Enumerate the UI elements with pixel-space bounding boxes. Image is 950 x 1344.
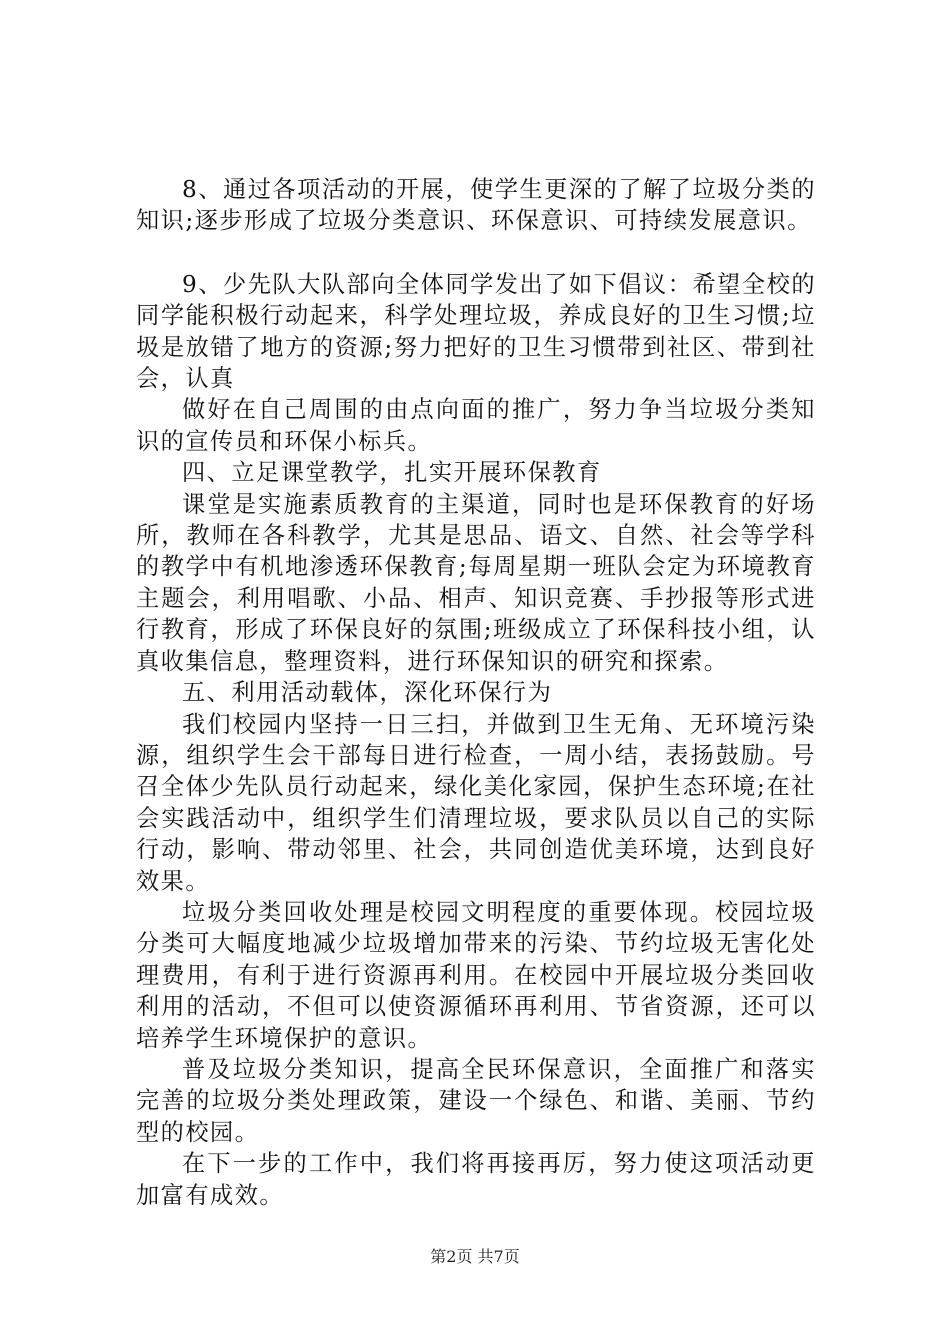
paragraph-popularize: 普及垃圾分类知识，提高全民环保意识，全面推广和落实完善的垃圾分类处理政策，建设一个绿色、和谐、美丽、节约型的校园。: [136, 1055, 816, 1146]
paragraph-item-9: 9、少先队大队部向全体同学发出了如下倡议：希望全校的同学能积极行动起来，科学处理垃圾，养成良好的卫生习惯;垃圾是放错了地方的资源;努力把好的卫生习惯带到社区、带到社会，认真: [136, 270, 816, 393]
paragraph-promotion: 做好在自己周围的由点向面的推广，努力争当垃圾分类知识的宣传员和环保小标兵。: [136, 396, 816, 455]
section-heading-4: 四、立足课堂教学，扎实开展环保教育: [182, 459, 602, 487]
paragraph-classroom: 课堂是实施素质教育的主渠道，同时也是环保教育的好场所，教师在各科教学，尤其是思品、语文、自然、社会等学科的教学中有机地渗透环保教育;每周星期一班队会定为环境教育主题会，利用唱歌、小品、相声、知识竞赛、手抄报等形式进行教育，形成了环保良好的氛围;班级成立了环保科技小组，认真收集信息，整理资料，进行环保知识的研究和探索。: [136, 490, 816, 675]
section-heading-5: 五、利用活动载体，深化环保行为: [182, 679, 553, 707]
document-body: [136, 174, 816, 1211]
paragraph-item-8: 8、通过各项活动的开展，使学生更深的了解了垃圾分类的知识;逐步形成了垃圾分类意识、环保意识、可持续发展意识。: [136, 176, 816, 235]
paragraph-spacer: [136, 237, 816, 269]
paragraph-recycling: 垃圾分类回收处理是校园文明程度的重要体现。校园垃圾分类可大幅度地减少垃圾增加带来的污染、节约垃圾无害化处理费用，有利于进行资源再利用。在校园中开展垃圾分类回收利用的活动，不但可以使资源循环再利用、节省资源，还可以培养学生环境保护的意识。: [136, 898, 816, 1052]
paragraph-next-step: 在下一步的工作中，我们将再接再厉，努力使这项活动更加富有成效。: [136, 1150, 816, 1209]
paragraph-campus-cleaning: 我们校园内坚持一日三扫，并做到卫生无角、无环境污染源，组织学生会干部每日进行检查，一周小结，表扬鼓励。号召全体少先队员行动起来，绿化美化家园，保护生态环境;在社会实践活动中，组织学生们清理垃圾，要求队员以自己的实际行动，影响、带动邻里、社会，共同创造优美环境，达到良好效果。: [136, 710, 816, 895]
page-number-footer: 第2页 共7页: [430, 1247, 520, 1266]
